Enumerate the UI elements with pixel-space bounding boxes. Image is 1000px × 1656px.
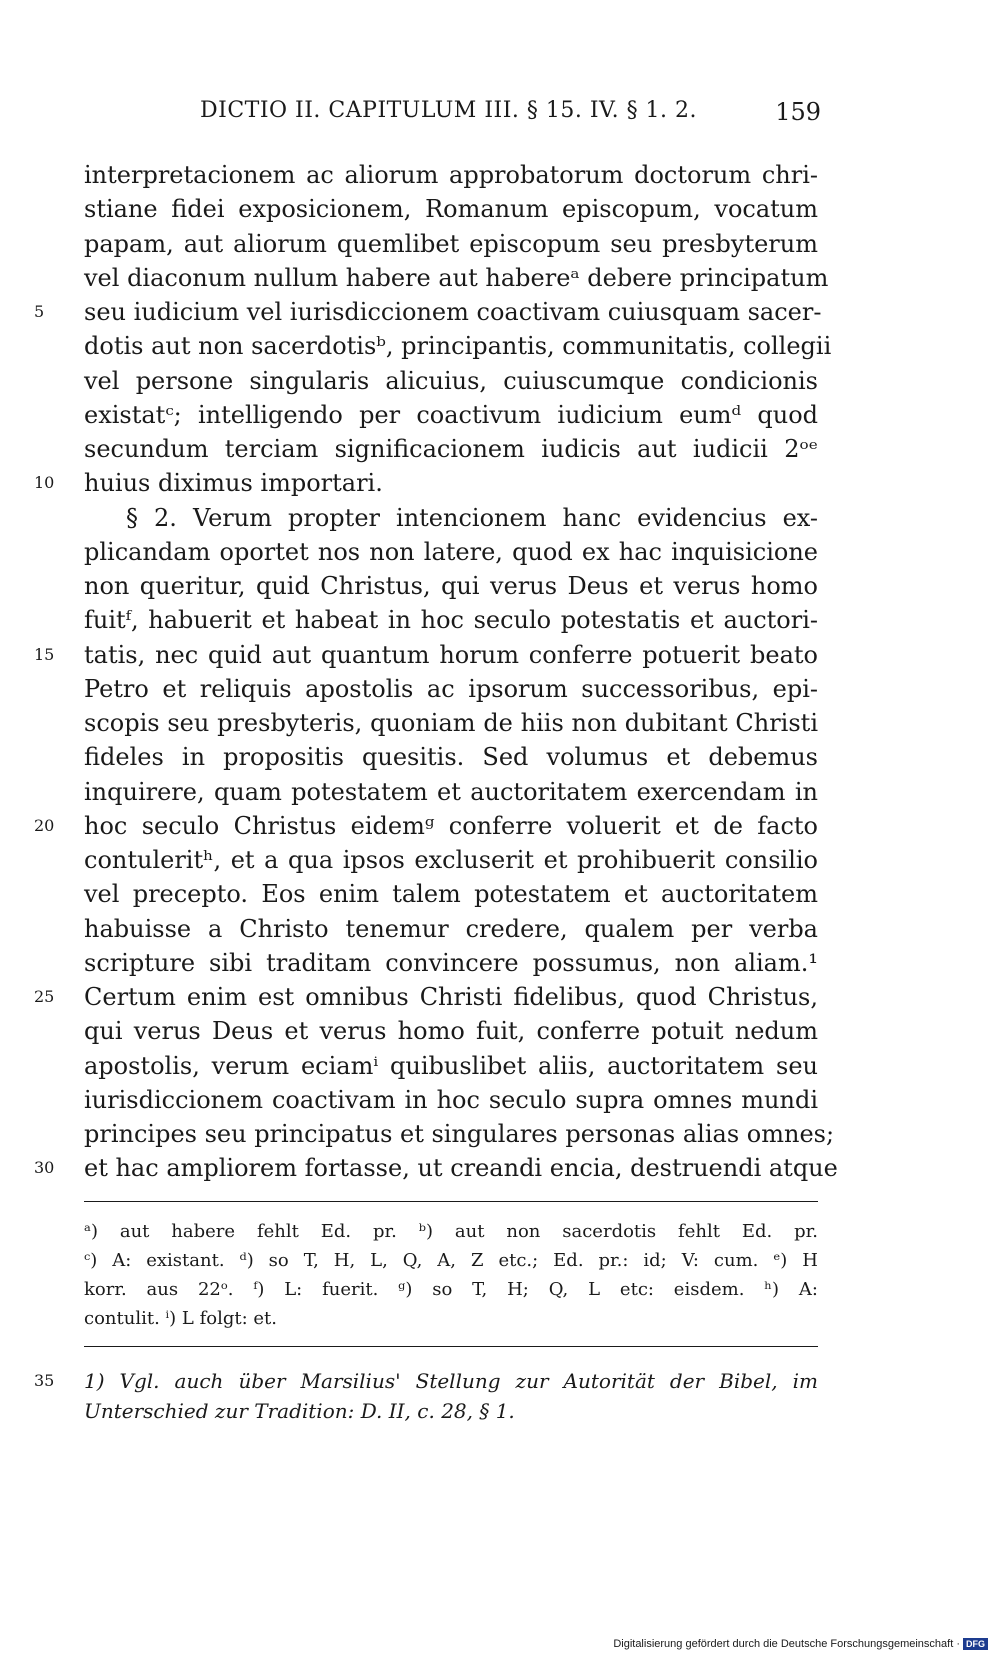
text-line — [84, 1117, 835, 1151]
line-text: ᵃ) aut habere fehlt Ed. pr. ᵇ) aut non sacerdotis fehlt Ed. pr. — [84, 1221, 818, 1242]
credit-text: Digitalisierung gefördert durch die Deutsche Forschungsgemeinschaft · — [613, 1638, 960, 1650]
footnote — [34, 1366, 818, 1426]
line-number: 20 — [34, 815, 55, 835]
apparatus-divider — [84, 1201, 818, 1202]
line-text: contuleritʰ, et a qua ipsos excluserit et prohibuerit consilio — [84, 846, 818, 874]
line-text: 1) Vgl. auch über Marsilius' Stellung zur Autorität der Bibel, im — [84, 1369, 818, 1393]
line-text: non queritur, quid Christus, qui verus Deus et verus homo — [84, 572, 818, 600]
line-text: qui verus Deus et verus homo fuit, conferre potuit nedum — [84, 1017, 818, 1046]
line-text: vel persone singularis alicuius, cuiuscumque condicionis — [84, 366, 818, 395]
text-line — [34, 1151, 838, 1185]
line-number: 25 — [34, 987, 55, 1006]
line-number: 35 — [34, 1371, 55, 1390]
main-text — [34, 158, 838, 1186]
line-text: Petro et reliquis apostolis ac ipsorum successoribus, epi- — [84, 674, 818, 703]
line-text: interpretacionem ac aliorum approbatorum doctorum chri- — [84, 161, 818, 189]
line-number: 10 — [34, 473, 55, 493]
line-text: korr. aus 22ᵒ. ᶠ) L: fuerit. ᵍ) so T, H; Q, L etc: eisdem. ʰ) A: — [84, 1279, 818, 1300]
text-line — [84, 398, 818, 432]
text-line — [84, 432, 818, 466]
text-line — [84, 261, 829, 295]
line-text: Certum enim est omnibus Christi fidelibus, quod Christus, — [84, 983, 818, 1011]
line-text: fuitᶠ, habuerit et habeat in hoc seculo potestatis et auctori- — [84, 606, 818, 635]
text-line — [34, 638, 818, 672]
text-line — [84, 569, 818, 603]
line-text: tatis, nec quid aut quantum horum conferre potuerit beato — [84, 640, 818, 669]
line-text: hoc seculo Christus eidemᵍ conferre voluerit et de facto — [84, 811, 818, 840]
line-text: ᶜ) A: existant. ᵈ) so T, H, L, Q, A, Z etc.; Ed. pr.: id; V: cum. ᵉ) H — [84, 1250, 818, 1271]
text-line — [84, 843, 818, 877]
line-text: dotis aut non sacerdotisᵇ, principantis, communitatis, collegii — [84, 332, 832, 361]
text-line — [84, 912, 818, 946]
text-line — [84, 227, 818, 261]
critical-apparatus — [84, 1217, 818, 1333]
text-line — [84, 1049, 818, 1083]
text-line — [84, 1246, 818, 1275]
text-line — [84, 877, 818, 911]
line-text: § 2. Verum propter intencionem hanc evidencius ex- — [126, 503, 818, 532]
text-line — [84, 740, 818, 774]
line-text: inquirere, quam potestatem et auctoritatem exercendam in — [84, 777, 818, 806]
page-header — [200, 98, 821, 138]
text-line — [84, 706, 818, 740]
text-line — [84, 501, 818, 535]
line-number: 30 — [34, 1158, 55, 1178]
text-line — [84, 775, 818, 809]
line-text: vel precepto. Eos enim talem potestatem et auctoritatem — [84, 880, 818, 909]
line-text: existatᶜ; intelligendo per coactivum iudicium eumᵈ quod — [84, 400, 818, 429]
text-line — [34, 980, 818, 1014]
dfg-logo: DFG — [963, 1638, 988, 1650]
line-text: iurisdiccionem coactivam in hoc seculo supra omnes mundi — [84, 1085, 818, 1114]
text-line — [84, 1396, 818, 1426]
line-text: papam, aut aliorum quemlibet episcopum seu presbyterum — [84, 229, 818, 258]
line-text: huius diximus importari. — [84, 469, 383, 498]
text-line — [84, 1083, 818, 1117]
line-text: vel diaconum nullum habere aut habereᵃ debere principatum — [84, 263, 829, 292]
text-line — [34, 809, 818, 843]
text-line — [84, 1217, 818, 1246]
text-line — [34, 1366, 818, 1396]
page-number: 159 — [775, 98, 821, 126]
text-line — [84, 672, 818, 706]
text-line — [84, 1014, 818, 1048]
line-text: Unterschied zur Tradition: D. II, c. 28, § 1. — [84, 1399, 515, 1423]
text-line — [84, 946, 818, 980]
line-text: contulit. ⁱ) L folgt: et. — [84, 1308, 277, 1329]
text-line — [34, 295, 822, 329]
line-text: apostolis, verum eciamⁱ quibuslibet aliis, auctoritatem seu — [84, 1051, 818, 1080]
text-line — [84, 158, 818, 192]
line-number: 5 — [34, 302, 45, 321]
text-line — [84, 603, 818, 637]
digitization-credit — [613, 1638, 988, 1650]
line-number: 15 — [34, 644, 55, 664]
text-line — [84, 1275, 818, 1304]
text-line — [34, 466, 818, 500]
line-text: secundum terciam significacionem iudicis aut iudicii 2ᵒᵉ — [84, 435, 818, 463]
text-line — [84, 1304, 818, 1333]
line-text: fideles in propositis quesitis. Sed volumus et debemus — [84, 743, 818, 772]
line-text: stiane fidei exposicionem, Romanum episcopum, vocatum — [84, 195, 818, 224]
text-line — [84, 329, 832, 363]
line-text: et hac ampliorem fortasse, ut creandi encia, destruendi atque — [84, 1154, 838, 1183]
line-text: principes seu principatus et singulares personas alias omnes; — [84, 1120, 835, 1148]
line-text: scripture sibi traditam convincere possumus, non aliam.¹ — [84, 948, 818, 977]
line-text: scopis seu presbyteris, quoniam de hiis non dubitant Christi — [84, 709, 818, 737]
text-line — [84, 364, 818, 398]
line-text: habuisse a Christo tenemur credere, qualem per verba — [84, 914, 818, 943]
text-line — [84, 192, 818, 226]
footnote-divider — [84, 1346, 818, 1347]
running-title: DICTIO II. CAPITULUM III. § 15. IV. § 1. 2. — [200, 98, 698, 123]
line-text: plicandam oportet nos non latere, quod ex hac inquisicione — [84, 537, 818, 566]
line-text: seu iudicium vel iurisdiccionem coactivam cuiusquam sacer- — [84, 298, 822, 326]
text-line — [84, 535, 818, 569]
